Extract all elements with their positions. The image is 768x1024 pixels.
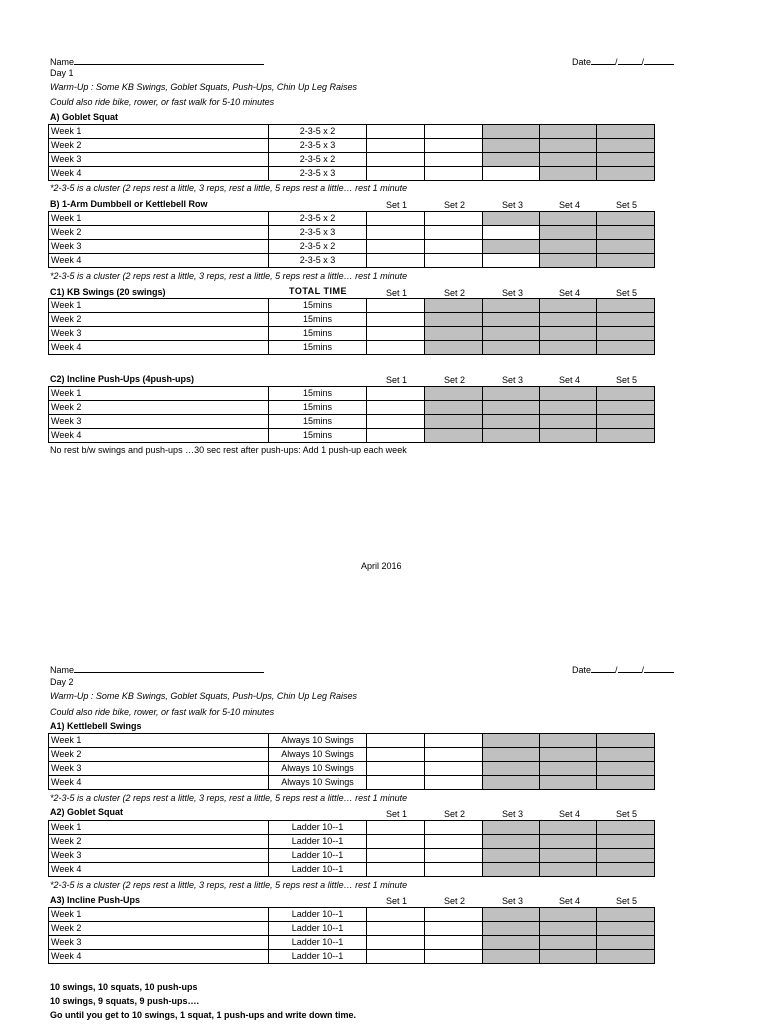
set-entry-cell[interactable] [367, 922, 425, 936]
week-label: Week 4 [49, 863, 269, 877]
set-entry-cell[interactable] [367, 387, 425, 401]
week-label: Week 2 [49, 835, 269, 849]
prescription-cell: Ladder 10--1 [269, 863, 367, 877]
set-entry-cell[interactable] [367, 950, 425, 964]
section-title: C1) KB Swings (20 swings) [50, 287, 166, 297]
set-entry-cell[interactable] [425, 835, 483, 849]
week-label: Week 3 [49, 936, 269, 950]
shaded-set-cell [425, 313, 483, 327]
shaded-set-cell [597, 908, 655, 922]
shaded-set-cell [597, 835, 655, 849]
set-header: Set 1 [385, 200, 407, 210]
prescription-cell: 15mins [269, 341, 367, 355]
shaded-set-cell [597, 936, 655, 950]
shaded-set-cell [597, 849, 655, 863]
set-entry-cell[interactable] [483, 226, 540, 240]
shaded-set-cell [597, 734, 655, 748]
prescription-cell: 2-3-5 x 2 [269, 212, 367, 226]
section-title: A2) Goblet Squat [50, 807, 124, 817]
set-header: Set 4 [558, 375, 580, 385]
shaded-set-cell [540, 776, 597, 790]
week-label: Week 4 [49, 167, 269, 181]
shaded-set-cell [540, 254, 597, 268]
week-label: Week 2 [49, 226, 269, 240]
set-entry-cell[interactable] [367, 748, 425, 762]
set-entry-cell[interactable] [367, 153, 425, 167]
set-entry-cell[interactable] [425, 125, 483, 139]
shaded-set-cell [540, 762, 597, 776]
set-entry-cell[interactable] [367, 734, 425, 748]
shaded-set-cell [483, 936, 540, 950]
prescription-cell: 2-3-5 x 2 [269, 153, 367, 167]
shaded-set-cell [540, 153, 597, 167]
shaded-set-cell [540, 341, 597, 355]
shaded-set-cell [597, 299, 655, 313]
set-entry-cell[interactable] [367, 167, 425, 181]
table-row [49, 908, 655, 922]
set-entry-cell[interactable] [425, 254, 483, 268]
shaded-set-cell [597, 125, 655, 139]
week-label: Week 1 [49, 387, 269, 401]
set-entry-cell[interactable] [367, 212, 425, 226]
prescription-cell: 15mins [269, 387, 367, 401]
shaded-set-cell [540, 922, 597, 936]
set-entry-cell[interactable] [367, 429, 425, 443]
set-entry-cell[interactable] [425, 212, 483, 226]
shaded-set-cell [540, 849, 597, 863]
set-header: Set 2 [443, 809, 465, 819]
set-entry-cell[interactable] [367, 254, 425, 268]
set-header: Set 5 [615, 288, 637, 298]
shaded-set-cell [483, 401, 540, 415]
set-entry-cell[interactable] [367, 821, 425, 835]
prescription-cell: Ladder 10--1 [269, 936, 367, 950]
set-header: Set 5 [615, 896, 637, 906]
table-row [49, 849, 655, 863]
prescription-cell: 15mins [269, 299, 367, 313]
shaded-set-cell [483, 341, 540, 355]
set-header: Set 4 [558, 809, 580, 819]
shaded-set-cell [483, 950, 540, 964]
week-label: Week 3 [49, 240, 269, 254]
prescription-cell: Ladder 10--1 [269, 849, 367, 863]
set-entry-cell[interactable] [367, 139, 425, 153]
name-line [74, 663, 264, 673]
shaded-set-cell [540, 401, 597, 415]
table-row [49, 153, 655, 167]
week-label: Week 3 [49, 327, 269, 341]
shaded-set-cell [483, 153, 540, 167]
prescription-cell: 2-3-5 x 2 [269, 240, 367, 254]
prescription-cell: 15mins [269, 429, 367, 443]
shaded-set-cell [540, 821, 597, 835]
shaded-set-cell [597, 863, 655, 877]
shaded-set-cell [540, 908, 597, 922]
shaded-set-cell [425, 387, 483, 401]
set-header: Set 1 [385, 896, 407, 906]
section-note: *2-3-5 is a cluster (2 reps rest a little, 3 reps, rest a little, 5 reps rest a little… rest 1 minute [50, 793, 408, 803]
table-row [49, 762, 655, 776]
footer-line: No rest b/w swings and push-ups …30 sec rest after push-ups: Add 1 push-up each week [50, 445, 407, 455]
set-entry-cell[interactable] [367, 936, 425, 950]
set-header: Set 2 [443, 375, 465, 385]
shaded-set-cell [540, 429, 597, 443]
table-row [49, 313, 655, 327]
set-entry-cell[interactable] [425, 748, 483, 762]
set-header: Set 1 [385, 375, 407, 385]
workout-table [48, 298, 655, 355]
section-title: C2) Incline Push-Ups (4push-ups) [50, 374, 195, 384]
set-entry-cell[interactable] [425, 762, 483, 776]
shaded-set-cell [483, 849, 540, 863]
section-note: *2-3-5 is a cluster (2 reps rest a little, 3 reps, rest a little, 5 reps rest a little… rest 1 minute [50, 271, 408, 281]
shaded-set-cell [425, 401, 483, 415]
shaded-set-cell [483, 299, 540, 313]
set-header: Set 2 [443, 288, 465, 298]
shaded-set-cell [425, 429, 483, 443]
set-header: Set 2 [443, 896, 465, 906]
shaded-set-cell [597, 167, 655, 181]
workout-table [48, 386, 655, 443]
set-entry-cell[interactable] [367, 849, 425, 863]
shaded-set-cell [483, 429, 540, 443]
prescription-cell: 2-3-5 x 3 [269, 139, 367, 153]
prescription-cell: Ladder 10--1 [269, 835, 367, 849]
prescription-cell: Always 10 Swings [269, 762, 367, 776]
set-entry-cell[interactable] [367, 299, 425, 313]
set-header: Set 1 [385, 809, 407, 819]
prescription-cell: Ladder 10--1 [269, 922, 367, 936]
week-label: Week 3 [49, 153, 269, 167]
set-entry-cell[interactable] [367, 226, 425, 240]
set-entry-cell[interactable] [483, 254, 540, 268]
prescription-cell: 15mins [269, 313, 367, 327]
shaded-set-cell [597, 415, 655, 429]
shaded-set-cell [597, 950, 655, 964]
shaded-set-cell [540, 748, 597, 762]
week-label: Week 1 [49, 908, 269, 922]
week-label: Week 4 [49, 341, 269, 355]
date-label: Date [572, 57, 592, 67]
warmup-text: Warm-Up : Some KB Swings, Goblet Squats, Push-Ups, Chin Up Leg Raises [50, 82, 357, 92]
date-line [644, 663, 674, 673]
section-title: A3) Incline Push-Ups [50, 895, 141, 905]
set-entry-cell[interactable] [367, 762, 425, 776]
table-row [49, 429, 655, 443]
shaded-set-cell [597, 776, 655, 790]
week-label: Week 1 [49, 734, 269, 748]
shaded-set-cell [425, 299, 483, 313]
shaded-set-cell [483, 776, 540, 790]
set-entry-cell[interactable] [425, 863, 483, 877]
set-header: Set 5 [615, 809, 637, 819]
date-field[interactable]: Date / / [572, 55, 674, 67]
name-label: Name [50, 57, 75, 67]
prescription-cell: 2-3-5 x 2 [269, 125, 367, 139]
shaded-set-cell [597, 429, 655, 443]
shaded-set-cell [483, 762, 540, 776]
set-entry-cell[interactable] [425, 734, 483, 748]
set-entry-cell[interactable] [425, 776, 483, 790]
shaded-set-cell [483, 922, 540, 936]
table-row [49, 139, 655, 153]
table-row [49, 922, 655, 936]
shaded-set-cell [483, 212, 540, 226]
set-entry-cell[interactable] [367, 835, 425, 849]
alt-text: Could also ride bike, rower, or fast walk for 5-10 minutes [50, 97, 275, 107]
shaded-set-cell [483, 327, 540, 341]
name-field[interactable] [50, 663, 264, 675]
set-entry-cell[interactable] [425, 849, 483, 863]
shaded-set-cell [483, 908, 540, 922]
set-entry-cell[interactable] [425, 821, 483, 835]
week-label: Week 1 [49, 125, 269, 139]
set-entry-cell[interactable] [483, 167, 540, 181]
set-entry-cell[interactable] [425, 139, 483, 153]
set-header: Set 5 [615, 375, 637, 385]
prescription-cell: Ladder 10--1 [269, 908, 367, 922]
table-row [49, 401, 655, 415]
shaded-set-cell [425, 341, 483, 355]
table-row [49, 254, 655, 268]
shaded-set-cell [597, 226, 655, 240]
section-title: A) Goblet Squat [50, 112, 118, 122]
set-entry-cell[interactable] [367, 313, 425, 327]
set-entry-cell[interactable] [425, 922, 483, 936]
table-row [49, 299, 655, 313]
week-label: Week 3 [49, 415, 269, 429]
prescription-cell: 15mins [269, 401, 367, 415]
week-label: Week 4 [49, 254, 269, 268]
shaded-set-cell [483, 821, 540, 835]
shaded-set-cell [483, 125, 540, 139]
date-line [618, 663, 642, 673]
set-entry-cell[interactable] [425, 240, 483, 254]
shaded-set-cell [483, 835, 540, 849]
shaded-set-cell [483, 240, 540, 254]
week-label: Week 2 [49, 401, 269, 415]
shaded-set-cell [540, 125, 597, 139]
shaded-set-cell [540, 863, 597, 877]
shaded-set-cell [540, 415, 597, 429]
set-header: Set 3 [501, 200, 523, 210]
page-footer: April 2016 [361, 561, 402, 571]
shaded-set-cell [597, 762, 655, 776]
week-label: Week 3 [49, 762, 269, 776]
shaded-set-cell [483, 415, 540, 429]
shaded-set-cell [540, 226, 597, 240]
prescription-cell: 2-3-5 x 3 [269, 254, 367, 268]
shaded-set-cell [540, 734, 597, 748]
workout-table [48, 733, 655, 790]
shaded-set-cell [540, 240, 597, 254]
prescription-cell: 15mins [269, 327, 367, 341]
table-row [49, 387, 655, 401]
shaded-set-cell [597, 821, 655, 835]
week-label: Week 1 [49, 299, 269, 313]
table-row [49, 863, 655, 877]
prescription-cell: 15mins [269, 415, 367, 429]
shaded-set-cell [540, 950, 597, 964]
shaded-set-cell [597, 387, 655, 401]
workout-table [48, 124, 655, 181]
shaded-set-cell [483, 387, 540, 401]
set-entry-cell[interactable] [425, 950, 483, 964]
shaded-set-cell [483, 748, 540, 762]
shaded-set-cell [597, 748, 655, 762]
shaded-set-cell [540, 387, 597, 401]
section-note: *2-3-5 is a cluster (2 reps rest a little, 3 reps, rest a little, 5 reps rest a little… rest 1 minute [50, 183, 408, 193]
week-label: Week 3 [49, 849, 269, 863]
table-row [49, 125, 655, 139]
table-row [49, 821, 655, 835]
shaded-set-cell [597, 139, 655, 153]
set-entry-cell[interactable] [367, 240, 425, 254]
footer-line: Go until you get to 10 swings, 1 squat, 1 push-ups and write down time. [50, 1010, 357, 1020]
set-header: Set 4 [558, 896, 580, 906]
shaded-set-cell [540, 167, 597, 181]
name-line [74, 55, 264, 65]
shaded-set-cell [597, 313, 655, 327]
table-row [49, 327, 655, 341]
prescription-cell: Ladder 10--1 [269, 821, 367, 835]
week-label: Week 2 [49, 313, 269, 327]
set-entry-cell[interactable] [367, 327, 425, 341]
shaded-set-cell [483, 313, 540, 327]
shaded-set-cell [483, 139, 540, 153]
workout-table [48, 211, 655, 268]
shaded-set-cell [425, 415, 483, 429]
table-row [49, 734, 655, 748]
week-label: Week 4 [49, 429, 269, 443]
table-row [49, 950, 655, 964]
set-entry-cell[interactable] [425, 908, 483, 922]
shaded-set-cell [597, 327, 655, 341]
shaded-set-cell [540, 299, 597, 313]
shaded-set-cell [540, 139, 597, 153]
set-header: Set 3 [501, 288, 523, 298]
section-title: A1) Kettlebell Swings [50, 721, 142, 731]
prescription-cell: Always 10 Swings [269, 776, 367, 790]
set-entry-cell[interactable] [367, 341, 425, 355]
shaded-set-cell [597, 401, 655, 415]
shaded-set-cell [540, 212, 597, 226]
table-row [49, 936, 655, 950]
set-entry-cell[interactable] [425, 226, 483, 240]
prescription-cell: 2-3-5 x 3 [269, 167, 367, 181]
shaded-set-cell [597, 240, 655, 254]
prescription-cell: 2-3-5 x 3 [269, 226, 367, 240]
shaded-set-cell [483, 734, 540, 748]
shaded-set-cell [483, 863, 540, 877]
set-entry-cell[interactable] [367, 125, 425, 139]
week-label: Week 4 [49, 776, 269, 790]
week-label: Week 1 [49, 821, 269, 835]
footer-line: 10 swings, 10 squats, 10 push-ups [50, 982, 198, 992]
shaded-set-cell [540, 313, 597, 327]
week-label: Week 2 [49, 748, 269, 762]
set-entry-cell[interactable] [425, 167, 483, 181]
shaded-set-cell [540, 327, 597, 341]
date-label: Date [572, 665, 592, 675]
date-line [591, 663, 615, 673]
set-header: Set 5 [615, 200, 637, 210]
set-header: Set 3 [501, 375, 523, 385]
set-header: Set 1 [385, 288, 407, 298]
shaded-set-cell [597, 212, 655, 226]
name-field[interactable] [50, 55, 264, 67]
shaded-set-cell [597, 153, 655, 167]
footer-line: 10 swings, 9 squats, 9 push-ups…. [50, 996, 200, 1006]
day-title: Day 1 [50, 68, 74, 78]
shaded-set-cell [597, 254, 655, 268]
set-header: Set 3 [501, 896, 523, 906]
set-entry-cell[interactable] [425, 153, 483, 167]
set-entry-cell[interactable] [367, 863, 425, 877]
section-title: B) 1-Arm Dumbbell or Kettlebell Row [50, 199, 208, 209]
day-title: Day 2 [50, 677, 74, 687]
set-entry-cell[interactable] [367, 401, 425, 415]
set-header: Set 2 [443, 200, 465, 210]
prescription-cell: Ladder 10--1 [269, 950, 367, 964]
table-row [49, 776, 655, 790]
week-label: Week 2 [49, 139, 269, 153]
workout-table [48, 820, 655, 877]
prescription-cell: Always 10 Swings [269, 734, 367, 748]
date-line [618, 55, 642, 65]
table-row [49, 212, 655, 226]
set-entry-cell[interactable] [367, 415, 425, 429]
workout-table [48, 907, 655, 964]
total-time-header: TOTAL TIME [289, 286, 347, 296]
table-row [49, 240, 655, 254]
prescription-cell: Always 10 Swings [269, 748, 367, 762]
shaded-set-cell [597, 341, 655, 355]
warmup-text: Warm-Up : Some KB Swings, Goblet Squats, Push-Ups, Chin Up Leg Raises [50, 691, 357, 701]
table-row [49, 341, 655, 355]
date-field[interactable]: Date / / [572, 663, 674, 675]
date-line [644, 55, 674, 65]
shaded-set-cell [425, 327, 483, 341]
table-row [49, 226, 655, 240]
week-label: Week 1 [49, 212, 269, 226]
table-row [49, 167, 655, 181]
shaded-set-cell [540, 835, 597, 849]
shaded-set-cell [540, 936, 597, 950]
set-entry-cell[interactable] [367, 908, 425, 922]
set-header: Set 4 [558, 200, 580, 210]
set-header: Set 4 [558, 288, 580, 298]
set-header: Set 3 [501, 809, 523, 819]
week-label: Week 2 [49, 922, 269, 936]
name-label: Name [50, 665, 75, 675]
table-row [49, 748, 655, 762]
alt-text: Could also ride bike, rower, or fast walk for 5-10 minutes [50, 707, 275, 717]
set-entry-cell[interactable] [367, 776, 425, 790]
set-entry-cell[interactable] [425, 936, 483, 950]
week-label: Week 4 [49, 950, 269, 964]
date-line [591, 55, 615, 65]
shaded-set-cell [597, 922, 655, 936]
table-row [49, 415, 655, 429]
table-row [49, 835, 655, 849]
section-note: *2-3-5 is a cluster (2 reps rest a little, 3 reps, rest a little, 5 reps rest a little… rest 1 minute [50, 880, 408, 890]
